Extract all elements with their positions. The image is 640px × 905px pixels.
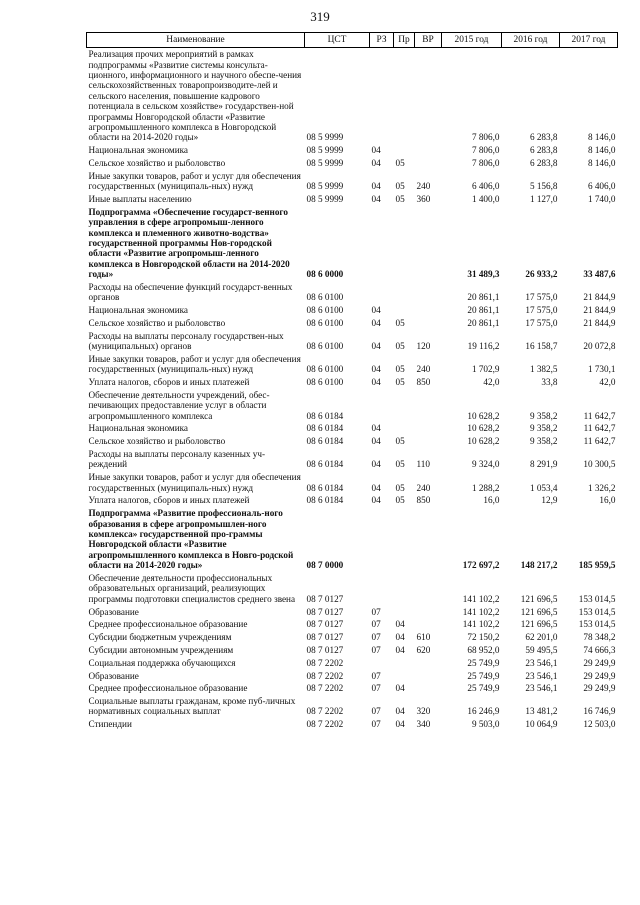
row-cst: 08 7 0127 [306,632,344,643]
row-pr [394,669,415,682]
table-row [87,157,618,170]
row-rz: 07 [371,644,381,655]
row-value-2015: 31 489,3 [467,269,500,280]
row-value-2017: 185 959,5 [578,560,616,571]
table-row [87,605,618,618]
row-name: Иные закупки товаров, работ и услуг для обеспечения государственных (муниципаль-ных) нужд [88,170,301,192]
row-cst: 08 7 0127 [306,606,344,617]
row-value-2017: 153 014,5 [578,593,616,604]
row-name: Сельское хозяйство и рыболовство [88,317,226,328]
row-pr [394,389,415,423]
row-value-2015: 25 749,9 [467,670,500,681]
row-value-2016: 1 127,0 [529,193,558,204]
row-value-2015: 42,0 [483,377,500,388]
row-name: Стипендии [88,719,132,730]
row-value-2015: 72 150,2 [467,632,500,643]
row-pr: 04 [395,632,405,643]
row-pr: 05 [395,181,405,192]
row-value-2016: 13 481,2 [525,706,558,717]
row-value-2016: 121 696,5 [520,606,558,617]
row-value-2016: 23 546,1 [525,670,558,681]
row-value-2016: 59 495,5 [525,644,558,655]
row-name: Подпрограмма «Развитие профессиональ-ного образования в сфере агропромышлен-ного комплекса» государственной про-граммы Новгородской области «Развитие агропромышленного комплекса в Новго-родской области на 2014-2020 годы» [88,508,294,571]
row-pr: 05 [395,193,405,204]
row-vr [415,422,442,435]
row-value-2016: 1 053,4 [529,482,558,493]
table-row [87,618,618,631]
row-cst: 08 5 9999 [306,132,344,143]
row-value-2015: 7 806,0 [471,145,500,156]
row-vr: 620 [416,644,431,655]
row-value-2017: 42,0 [599,377,616,388]
row-cst: 08 7 0127 [306,644,344,655]
row-value-2016: 5 156,8 [529,181,558,192]
row-vr [415,48,442,145]
row-rz [370,281,394,304]
row-value-2017: 153 014,5 [578,619,616,630]
table-row [87,281,618,304]
table-row [87,448,618,471]
row-name: Обеспечение деятельности учреждений, обес-печивающих предоставление услуг в области агропромышленного комплекса [88,389,270,421]
row-vr [415,157,442,170]
row-value-2016: 6 283,8 [529,158,558,168]
row-value-2017: 8 146,0 [587,145,616,156]
row-name: Образование [88,670,139,681]
row-value-2015: 10 628,2 [467,410,500,421]
row-cst: 08 6 0184 [306,482,344,493]
column-header: РЗ [370,33,394,48]
table-row [87,170,618,193]
row-rz: 04 [371,317,381,328]
row-vr [415,605,442,618]
row-value-2016: 10 064,9 [525,719,558,730]
row-rz [370,206,394,281]
table-row [87,494,618,507]
row-value-2016: 17 575,0 [525,292,558,303]
row-value-2016: 121 696,5 [520,619,558,630]
table-row [87,193,618,206]
row-value-2017: 11 642,7 [583,423,616,434]
table-row [87,330,618,353]
row-value-2017: 1 326,2 [587,482,616,493]
row-cst: 08 6 0100 [306,364,344,375]
row-vr: 360 [416,193,431,204]
row-vr [415,304,442,317]
row-rz: 04 [371,341,381,352]
row-cst: 08 6 0100 [306,377,344,388]
row-value-2015: 7 806,0 [471,132,500,143]
row-value-2017: 20 072,8 [583,341,616,352]
row-value-2015: 1 400,0 [471,193,500,204]
row-value-2017: 1 730,1 [587,364,616,375]
budget-table [86,32,618,731]
table-row [87,695,618,718]
row-value-2017: 29 249,9 [583,657,616,668]
row-rz [370,572,394,606]
row-value-2017: 74 666,3 [583,644,616,655]
row-pr: 04 [395,706,405,717]
row-name: Национальная экономика [88,305,189,316]
row-name: Уплата налогов, сборов и иных платежей [88,495,250,506]
row-vr [415,572,442,606]
row-name: Реализация прочих мероприятий в рамках подпрограммы «Развитие системы консульта-ционного, информационного и научного обеспе-чения сельскохозяйственных товаропроизводите-лей и сельского населения, повышение кадрового потенциала в сельском хозяйстве» государствен-ной программы Новгородской области «Развитие агропромышленного комплекса в Новгородской области на 2014-2020 годы» [88,49,302,143]
row-value-2015: 16,0 [483,495,500,506]
row-name: Социальная поддержка обучающихся [88,657,236,668]
row-pr: 04 [395,644,405,655]
row-name: Национальная экономика [88,423,189,434]
row-value-2017: 11 642,7 [583,436,616,447]
row-vr: 120 [416,341,431,352]
row-value-2016: 33,8 [541,377,558,388]
table-body [87,48,618,731]
row-cst: 08 5 9999 [306,145,344,156]
row-pr: 04 [395,719,405,730]
row-value-2016: 1 382,5 [529,364,558,375]
row-pr: 05 [395,377,405,388]
row-value-2015: 10 628,2 [467,423,500,434]
row-value-2015: 7 806,0 [471,158,500,168]
row-pr: 04 [395,683,405,694]
table-row [87,48,618,145]
row-rz: 07 [371,706,381,717]
row-value-2015: 16 246,9 [467,706,500,717]
row-rz: 07 [371,606,381,617]
row-vr [415,281,442,304]
row-name: Иные закупки товаров, работ и услуг для обеспечения государственных (муниципаль-ных) нужд [88,472,301,493]
column-header: ЦСТ [305,33,370,48]
row-vr [415,206,442,281]
row-rz [370,657,394,670]
row-value-2016: 9 358,2 [529,410,558,421]
row-value-2017: 12 503,0 [583,719,616,730]
row-name: Субсидии автономным учреждениям [88,644,234,655]
row-vr: 240 [416,482,431,493]
row-rz: 04 [371,193,381,204]
row-value-2015: 1 702,9 [471,364,500,375]
row-value-2016: 121 696,5 [520,593,558,604]
row-pr: 05 [395,495,405,506]
row-name: Среднее профессиональное образование [88,619,248,630]
row-value-2016: 23 546,1 [525,657,558,668]
row-value-2016: 12,9 [541,495,558,506]
row-rz: 04 [371,158,381,168]
row-value-2017: 16,0 [599,495,616,506]
row-rz [370,389,394,423]
row-value-2016: 16 158,7 [525,341,558,352]
row-name: Иные выплаты населению [88,193,192,204]
row-pr: 05 [395,482,405,493]
table-row [87,389,618,423]
row-name: Сельское хозяйство и рыболовство [88,436,226,447]
row-value-2017: 6 406,0 [587,181,616,192]
table-row [87,682,618,695]
row-vr [415,657,442,670]
row-value-2015: 141 102,2 [462,619,500,630]
row-value-2016: 26 933,2 [525,269,558,280]
row-rz: 07 [371,632,381,643]
row-rz: 07 [371,683,381,694]
row-value-2016: 17 575,0 [525,317,558,328]
row-name: Образование [88,606,139,617]
row-value-2017: 11 642,7 [583,410,616,421]
row-name: Субсидии бюджетным учреждениям [88,632,232,643]
row-value-2017: 10 300,5 [583,459,616,470]
row-cst: 08 5 9999 [306,158,344,168]
table-row [87,471,618,494]
row-cst: 08 6 0184 [306,423,344,434]
row-value-2016: 17 575,0 [525,305,558,316]
column-header: ВР [415,33,442,48]
row-name: Расходы на обеспечение функций государст-венных органов [88,281,293,303]
row-vr [415,669,442,682]
row-value-2015: 141 102,2 [462,606,500,617]
row-pr [394,657,415,670]
row-cst: 08 6 0100 [306,341,344,352]
row-value-2017: 21 844,9 [583,292,616,303]
row-value-2015: 20 861,1 [467,317,500,328]
row-value-2017: 1 740,0 [587,193,616,204]
page-number: 319 [310,9,330,24]
row-rz: 04 [371,145,381,156]
row-pr: 05 [395,158,405,168]
table-row [87,206,618,281]
row-cst: 08 7 0127 [306,593,344,604]
row-rz: 04 [371,423,381,434]
row-cst: 08 6 0000 [306,269,344,280]
row-vr: 320 [416,706,431,717]
row-name: Подпрограмма «Обеспечение государст-венного управления в сфере агропромыш-ленного комплекса и племенного животно-водства» государственной программы Нов-городской области «Развитие агропромыш-ленного комплекса в Новгородской области на 2014-2020 годы» [88,206,290,280]
table-row [87,657,618,670]
row-vr: 240 [416,181,431,192]
row-pr: 05 [395,436,405,447]
row-vr [415,682,442,695]
row-cst: 08 6 0184 [306,410,344,421]
row-name: Среднее профессиональное образование [88,683,248,694]
row-value-2016: 148 217,2 [520,560,558,571]
row-cst: 08 7 0000 [306,560,344,571]
row-value-2017: 21 844,9 [583,305,616,316]
row-pr [394,206,415,281]
row-cst: 08 6 0100 [306,292,344,303]
row-pr: 05 [395,364,405,375]
row-rz: 04 [371,364,381,375]
row-pr [394,48,415,145]
table-row [87,144,618,157]
column-header: 2015 год [442,33,502,48]
row-name: Расходы на выплаты персоналу казенных уч-реждений [88,449,266,470]
column-header: Пр [394,33,415,48]
row-name: Социальные выплаты гражданам, кроме пуб-личных нормативных социальных выплат [88,696,296,717]
row-vr: 850 [416,495,431,506]
row-value-2017: 33 487,6 [583,269,616,280]
table-row [87,631,618,644]
row-value-2015: 25 749,9 [467,683,500,694]
table-row [87,317,618,330]
row-rz: 04 [371,377,381,388]
row-value-2015: 172 697,2 [462,560,500,571]
row-vr [415,389,442,423]
table-row [87,376,618,389]
row-vr [415,618,442,631]
table-row [87,572,618,606]
row-name: Уплата налогов, сборов и иных платежей [88,377,250,388]
row-value-2015: 1 288,2 [471,482,500,493]
row-pr [394,572,415,606]
row-vr: 850 [416,377,431,388]
row-value-2016: 9 358,2 [529,423,558,434]
row-value-2016: 6 283,8 [529,132,558,143]
column-header: 2016 год [502,33,560,48]
row-value-2015: 6 406,0 [471,181,500,192]
row-pr: 05 [395,341,405,352]
row-rz: 04 [371,482,381,493]
row-value-2016: 23 546,1 [525,683,558,694]
table-row [87,644,618,657]
row-value-2017: 153 014,5 [578,606,616,617]
row-cst: 08 6 0184 [306,459,344,470]
row-value-2015: 10 628,2 [467,436,500,447]
row-value-2017: 21 844,9 [583,317,616,328]
table-row [87,353,618,376]
table-row [87,422,618,435]
row-value-2015: 141 102,2 [462,593,500,604]
row-rz: 07 [371,670,381,681]
row-name: Сельское хозяйство и рыболовство [88,158,226,168]
table-row [87,507,618,572]
row-value-2015: 68 952,0 [467,644,500,655]
row-cst: 08 7 0127 [306,619,344,630]
column-header: 2017 год [560,33,618,48]
column-header: Наименование [87,33,305,48]
row-value-2016: 62 201,0 [525,632,558,643]
row-cst: 08 6 0184 [306,436,344,447]
table-row [87,435,618,448]
table-row [87,304,618,317]
row-name: Расходы на выплаты персоналу государствен-ных (муниципальных) органов [88,330,284,352]
row-pr [394,507,415,572]
row-rz [370,48,394,145]
row-value-2017: 8 146,0 [587,158,616,168]
row-cst: 08 5 9999 [306,193,344,204]
row-vr: 340 [416,719,431,730]
row-vr [415,435,442,448]
row-rz: 04 [371,305,381,316]
row-pr [394,422,415,435]
row-value-2016: 9 358,2 [529,436,558,447]
row-value-2016: 8 291,9 [529,459,558,470]
table-row [87,669,618,682]
row-rz: 04 [371,181,381,192]
row-vr: 240 [416,364,431,375]
row-rz [370,507,394,572]
row-cst: 08 7 2202 [306,657,344,668]
row-pr: 05 [395,317,405,328]
row-pr [394,144,415,157]
row-vr [415,144,442,157]
row-value-2015: 25 749,9 [467,657,500,668]
row-vr: 610 [416,632,431,643]
row-cst: 08 7 2202 [306,719,344,730]
row-cst: 08 7 2202 [306,683,344,694]
row-value-2017: 29 249,9 [583,670,616,681]
row-pr: 05 [395,459,405,470]
row-rz: 07 [371,619,381,630]
row-rz: 04 [371,495,381,506]
row-value-2015: 20 861,1 [467,292,500,303]
row-pr [394,605,415,618]
row-value-2015: 19 116,2 [467,341,500,352]
row-vr [415,507,442,572]
row-value-2016: 6 283,8 [529,145,558,156]
table-row [87,718,618,731]
row-cst: 08 6 0184 [306,495,344,506]
row-pr: 04 [395,619,405,630]
table-header-row [87,33,618,48]
row-cst: 08 5 9999 [306,181,344,192]
row-name: Национальная экономика [88,145,189,156]
row-value-2015: 20 861,1 [467,305,500,316]
row-cst: 08 6 0100 [306,305,344,316]
row-value-2017: 8 146,0 [587,132,616,143]
row-value-2017: 78 348,2 [583,632,616,643]
row-rz: 04 [371,459,381,470]
row-rz: 04 [371,436,381,447]
row-pr [394,304,415,317]
row-cst: 08 6 0100 [306,317,344,328]
row-value-2017: 16 746,9 [583,706,616,717]
row-value-2015: 9 503,0 [471,719,500,730]
row-name: Иные закупки товаров, работ и услуг для обеспечения государственных (муниципаль-ных) нужд [88,353,301,375]
row-cst: 08 7 2202 [306,706,344,717]
row-value-2017: 29 249,9 [583,683,616,694]
row-pr [394,281,415,304]
row-vr: 110 [416,459,430,470]
row-rz: 07 [371,719,381,730]
row-value-2015: 9 324,0 [471,459,500,470]
row-vr [415,317,442,330]
row-cst: 08 7 2202 [306,670,344,681]
row-name: Обеспечение деятельности профессиональных образовательных организаций, реализующих программы подготовки специалистов среднего звена [88,573,296,604]
